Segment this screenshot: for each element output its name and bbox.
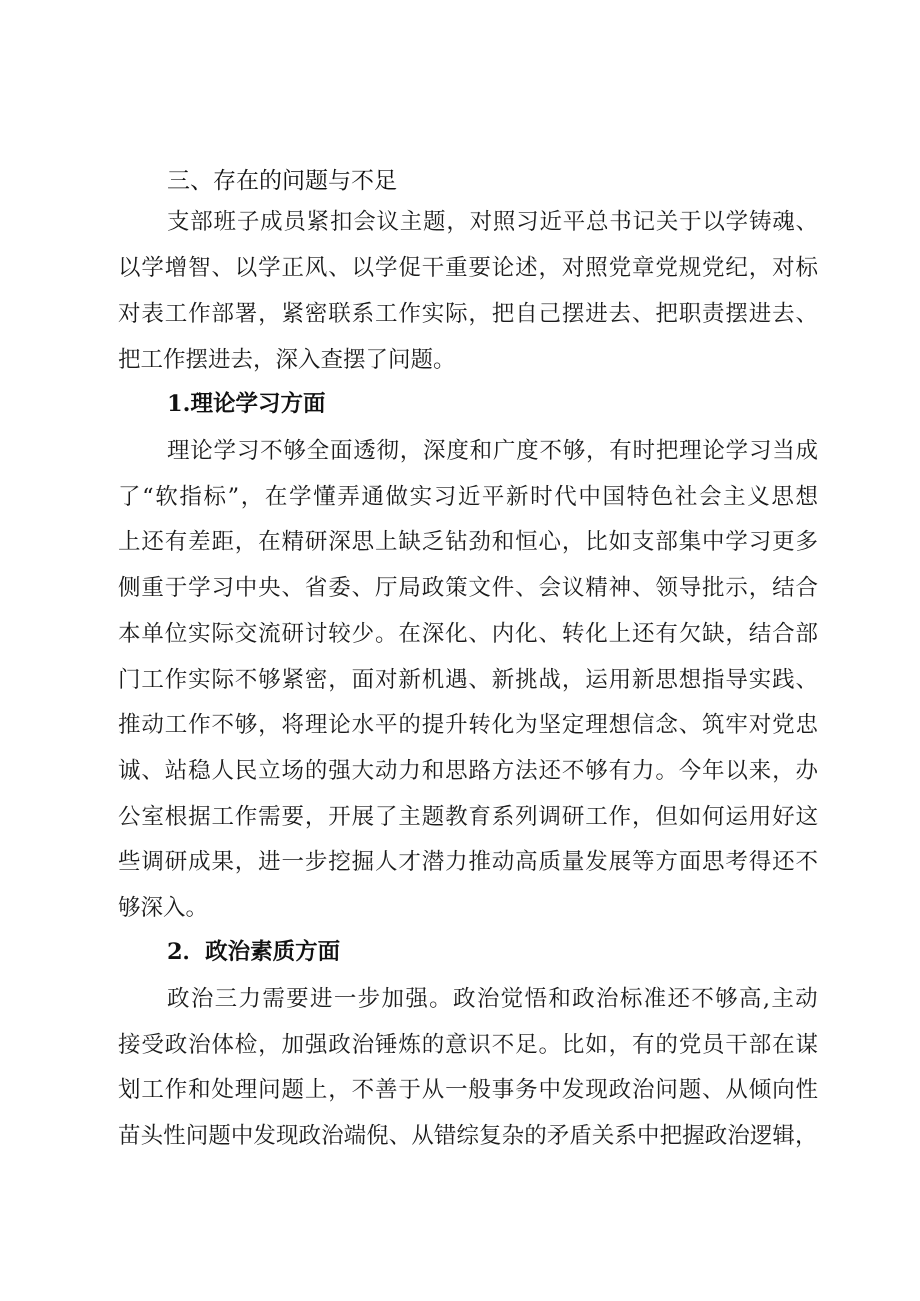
paragraph-line: 够深入。 (118, 895, 209, 921)
paragraph-line: 政治三力需要进一步加强。政治觉悟和政治标准还不够高,主动 (167, 986, 819, 1012)
subsection-title-political-quality: 2．政治素质方面 (167, 939, 341, 965)
paragraph-line: 诚、站稳人民立场的强大动力和思路方法还不够有力。今年以来，办 (118, 758, 819, 784)
paragraph-line: 划工作和处理问题上，不善于从一般事务中发现政治问题、从倾向性 (118, 1077, 819, 1103)
paragraph-line: 上还有差距，在精研深思上缺乏钻劲和恒心，比如支部集中学习更多 (118, 529, 819, 555)
paragraph-line: 本单位实际交流研讨较少。在深化、内化、转化上还有欠缺，结合部 (118, 621, 819, 647)
paragraph-line: 苗头性问题中发现政治端倪、从错综复杂的矛盾关系中把握政治逻辑， (118, 1123, 818, 1149)
intro-line: 以学增智、以学正风、以学促干重要论述，对照党章党规党纪，对标 (118, 255, 819, 281)
paragraph-line: 侧重于学习中央、省委、厅局政策文件、会议精神、领导批示，结合 (118, 575, 819, 601)
paragraph-line: 接受政治体检，加强政治锤炼的意识不足。比如，有的党员干部在谋 (118, 1032, 819, 1058)
paragraph-line: 推动工作不够，将理论水平的提升转化为坚定理想信念、筑牢对党忠 (118, 712, 819, 738)
section-title: 三、存在的问题与不足 (167, 168, 397, 194)
intro-line: 支部班子成员紧扣会议主题，对照习近平总书记关于以学铸魂、 (167, 209, 819, 235)
paragraph-line: 了“软指标”，在学懂弄通做实习近平新时代中国特色社会主义思想 (118, 484, 820, 510)
subsection-title-theory-study: 1.理论学习方面 (167, 391, 326, 417)
paragraph-line: 理论学习不够全面透彻，深度和广度不够，有时把理论学习当成 (167, 438, 819, 464)
intro-line: 把工作摆进去，深入查摆了问题。 (118, 347, 456, 373)
intro-line: 对表工作部署，紧密联系工作实际，把自己摆进去、把职责摆进去、 (118, 301, 819, 327)
paragraph-line: 门工作实际不够紧密，面对新机遇、新挑战，运用新思想指导实践、 (118, 667, 819, 693)
paragraph-line: 些调研成果，进一步挖掘人才潜力推动高质量发展等方面思考得还不 (118, 849, 819, 875)
paragraph-line: 公室根据工作需要，开展了主题教育系列调研工作，但如何运用好这 (118, 804, 819, 830)
